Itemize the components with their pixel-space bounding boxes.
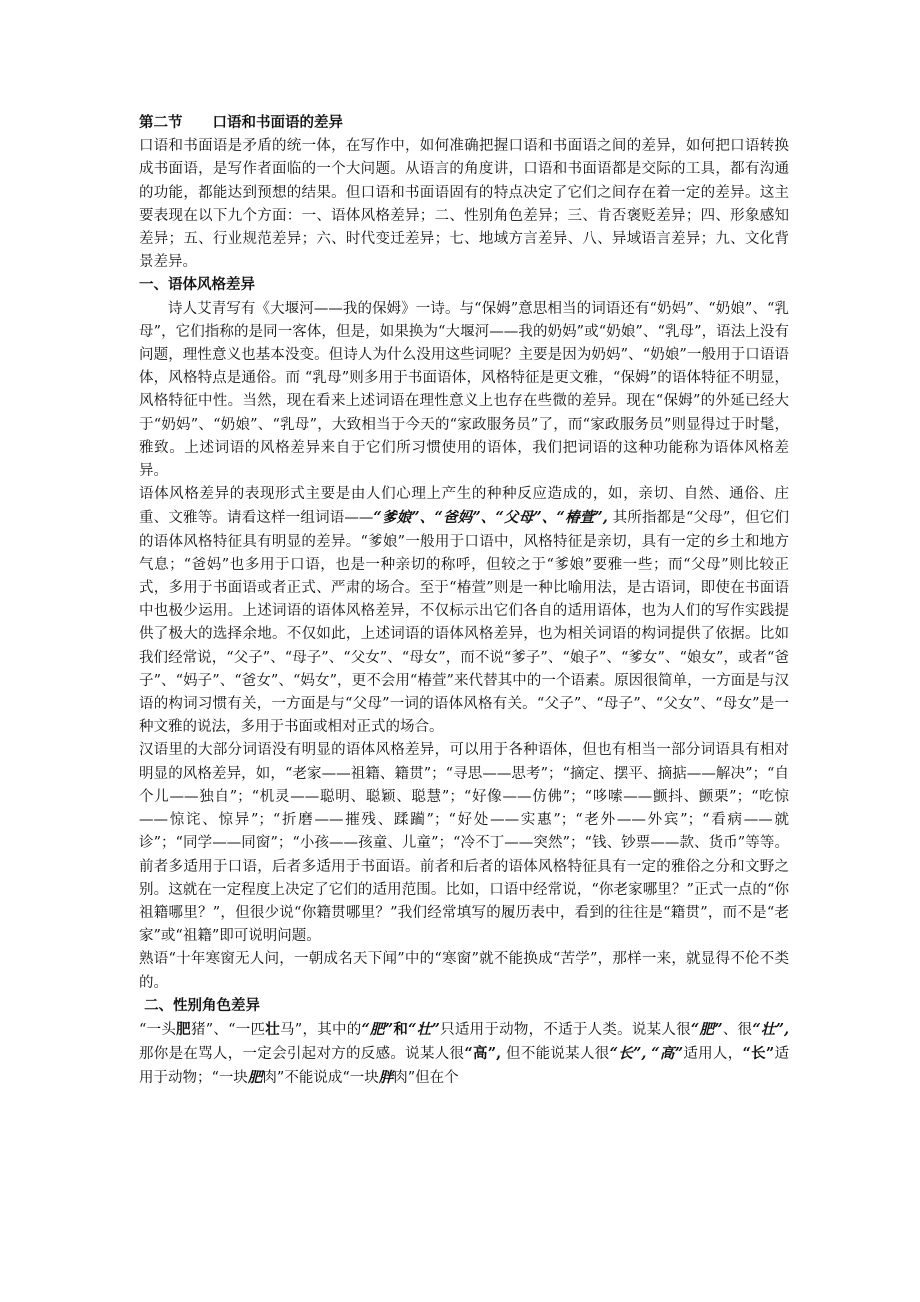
paragraph-idiom: 熟语“十年寒窗无人问，一朝成名天下闻”中的“寒窗”就不能换成“苦学”，那样一来，就显得不伦不类的。 (139, 951, 789, 991)
document-page (139, 112, 789, 1091)
section-number: 第二节 (139, 115, 183, 131)
paragraph-parents: 语体风格差异的表现形式主要是由人们心理上产生的种种反应造成的，如，亲切、自然、通俗、庄重、文雅等。请看这样一组词语——“爹娘”、“爸妈”、“父母”、“椿萱”, 其所指都是“父母”，但它们的语体风格特征具有明显的差异。“爹娘”一般用于口语中，风格特征是亲切，具有一定的乡土和地方气息；“爸妈”也多用于口语，也是一种亲切的称呼，但较之于“爹娘”要雅一些；而“父母”则比较正式，多用于书面语或者正式、严肃的场合。至于“椿萱”则是一种比喻用法，是古语词，即使在书面语中也极少运用。上述词语的语体风格差异，不仅标示出它们各自的适用语体，也为人们的写作实践提供了极大的选择余地。不仅如此，上述词语的语体风格差异，也为相关词语的构词提供了依据。比如我们经常说，“父子”、“母子”、“父女”、“母女”，而不说“爹子”、“娘子”、“爹女”、“娘女”，或者“爸子”、“妈子”、“爸女”、“妈女”，更不会用“椿萱”来代替其中的一个语素。原因很简单，一方面是与汉语的构词习惯有关，一方面是与“父母”一词的语体风格有关。“父子”、“母子”、“父女”、“母女”是一种文雅的说法，多用于书面或相对正式的场合。 (139, 486, 789, 736)
emphasis-parent-terms: “爹娘”、“爸妈”、“父母”、“椿萱”, (373, 509, 608, 527)
paragraph-nanny: 诗人艾青写有《大堰河——我的保姆》一诗。与“保姆”意思相当的词语还有“奶妈”、“奶娘”、“乳母”，它们指称的是同一客体，但是，如果换为“大堰河——我的奶妈”或“奶娘”、“乳母”，语法上没有问题，理性意义也基本没变。但诗人为什么没用这些词呢？主要是因为奶妈”、“奶娘”一般用于口语语体，风格特点是通俗。而 “乳母”则多用于书面语体，风格特征是更文雅，“保姆”的语体特征不明显，风格特征中性。当然，现在看来上述词语在理性意义上也存在些微的差异。现在“保姆”的外延已经大于“奶妈”、“奶娘”、“乳母”，大致相当于今天的“家政服务员”了，而“家政服务员”则显得过于时髦，雅致。上述词语的风格差异来自于它们所习惯使用的语体，我们把词语的这种功能称为语体风格差异。 (139, 300, 789, 480)
heading-gender-difference: 二、性别角色差异 (144, 997, 261, 1014)
paragraph-word-pairs: 汉语里的大部分词语没有明显的语体风格差异，可以用于各种语体，但也有相当一部分词语具有相对明显的风格差异，如，“老家——祖籍、籍贯”；“寻思——思考”；“摘定、摆平、摘掂——解决”；“自个儿——独自”；“机灵——聪明、聪颖、聪慧”；“好像——仿佛”；“哆嗦——颤抖、颤栗”；“吃惊——惊诧、惊异”；“折磨——摧残、蹂躏”；“好处——实惠”；“老外——外宾”；“看病——就诊”；“同学——同窗”；“小孩——孩童、儿童”；“冷不丁——突然”；“钱、钞票——款、货币”等等。前者多适用于口语，后者多适用于书面语。前者和后者的语体风格特征具有一定的雅俗之分和文野之别。这就在一定程度上决定了它们的适用范围。比如，口语中经常说，“你老家哪里？”正式一点的“你祖籍哪里？”，但很少说“你籍贯哪里？”我们经常填写的履历表中，看到的往往是“籍贯”，而不是“老家”或“祖籍”即可说明问题。 (139, 742, 789, 945)
intro-paragraph: 口语和书面语是矛盾的统一体，在写作中，如何准确把握口语和书面语之间的差异，如何把口语转换成书面语，是写作者面临的一个大问题。从语言的角度讲，口语和书面语都是交际的工具，都有沟通的功能，都能达到预想的结果。但口语和书面语固有的特点决定了它们之间存在着一定的差异。这主要表现在以下九个方面：一、语体风格差异；二、性别角色差异；三、肯否褒贬差异；四、形象感知差异；五、行业规范差异；六、时代变迁差异；七、地域方言差异、八、异域语言差异；九、文化背景差异。 (139, 138, 789, 271)
section-title (139, 112, 789, 135)
paragraph-gender: “一头肥猪”、“一匹壮马”，其中的“肥”和“壮”只适用于动物，不适于人类。说某人很“肥”、很“壮”, 那你是在骂人，一定会引起对方的反感。说某人很“高”, 但不能说某人很“长”, “高”适用人，“长”适用于动物；“一块肥肉”不能说成“一块胖肉”但在个 (139, 1020, 790, 1087)
heading-style-difference: 一、语体风格差异 (139, 277, 255, 294)
section-name: 口语和书面语的差异 (212, 115, 343, 131)
